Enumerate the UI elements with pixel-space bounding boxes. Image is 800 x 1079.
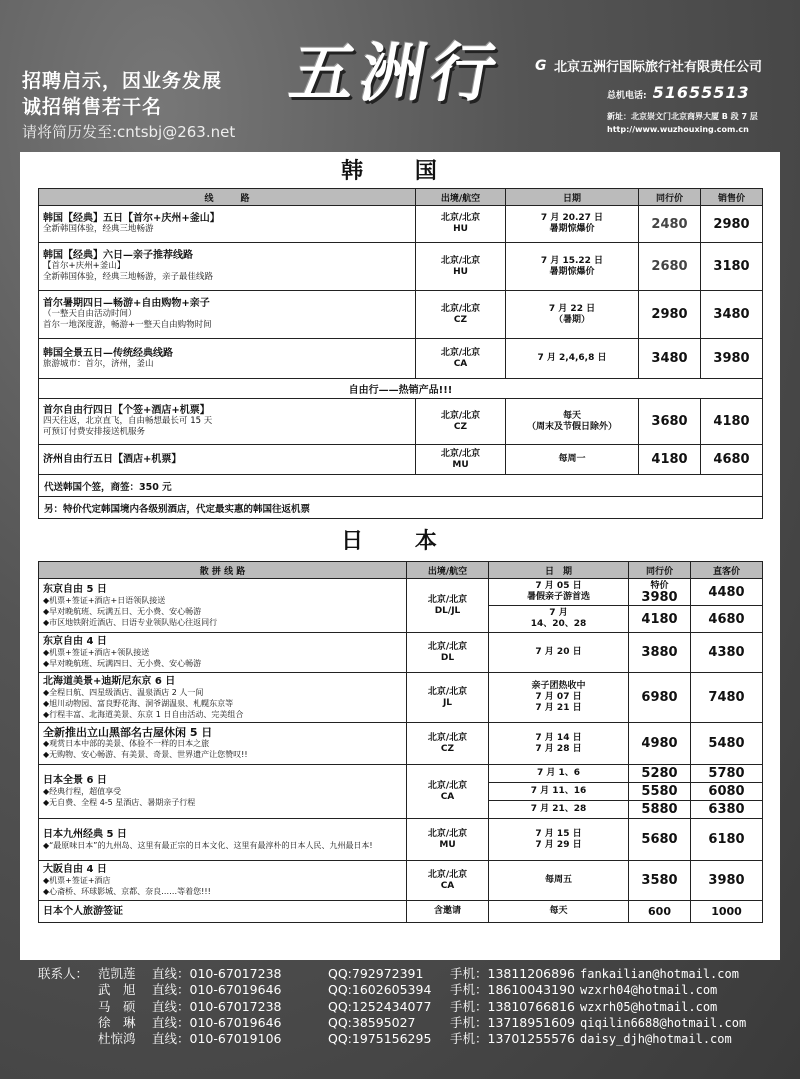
col-date: 日 期 <box>489 562 629 579</box>
recruit-notice <box>22 68 235 144</box>
contact-label: 联系人： <box>38 966 89 981</box>
contact-tel: 直线：010-67017238 <box>152 966 282 981</box>
sale-price: 2980 <box>701 206 763 243</box>
date: 7 月 15.22 日 <box>540 255 604 266</box>
col-airline: 出境/航空 <box>407 562 489 579</box>
contact-mobile: 手机：13718951609 <box>450 1014 575 1030</box>
route-desc: 首尔一地深度游，畅游+一整天自由购物时间 <box>43 320 212 330</box>
route-title: 全新推出立山黑部名古屋休闲 5 日 <box>43 726 213 739</box>
route-bullet: ◆无购物、安心畅游、有美景、奇景、世界遗产让您赞叹!! <box>43 750 248 759</box>
date-note: 亲子团热收中 <box>531 681 586 691</box>
table-row <box>39 339 763 379</box>
direct-price: 3980 <box>691 861 763 901</box>
route-title: 韩国【经典】五日【首尔+庆州+釜山】 <box>43 213 220 224</box>
contact-row <box>38 1031 746 1047</box>
japan-section-title: 日 本 <box>341 529 459 554</box>
route-title: 济州自由行五日【酒店+机票】 <box>43 454 182 465</box>
date: 7 月 07 日 <box>535 692 582 702</box>
table-row <box>39 291 763 339</box>
address-line: 新址：北京崇文门北京商界大厦 B 段 7 层 <box>607 112 758 121</box>
airline-code: CZ <box>453 421 468 432</box>
route-title: 日本个人旅游签证 <box>43 906 123 917</box>
table-row <box>39 723 763 765</box>
date: 每周五 <box>489 861 629 901</box>
recruit-line-1: 招聘启示，因业务发展 <box>22 70 223 92</box>
contact-tel: 直线：010-67017238 <box>152 998 282 1014</box>
contact-mobile: 手机：13810766816 <box>450 998 575 1014</box>
direct-price: 4380 <box>691 633 763 673</box>
header <box>0 0 800 150</box>
agent-price: 5680 <box>629 819 691 861</box>
direct-price: 7480 <box>691 673 763 723</box>
contact-mobile: 手机：13811206896 <box>450 966 575 981</box>
agent-price: 4180 <box>639 445 701 475</box>
contact-name: 武 旭 <box>98 982 136 998</box>
agent-price: 2980 <box>639 291 701 339</box>
route-bullet: ◆早对晚航班、玩满五日、无小费、安心畅游 <box>43 606 202 616</box>
direct-price: 1000 <box>691 901 763 923</box>
agent-price: 3680 <box>639 399 701 445</box>
agent-price: 3580 <box>629 861 691 901</box>
col-airline: 出境/航空 <box>416 189 506 206</box>
contact-qq: QQ:1975156295 <box>328 1031 432 1047</box>
direct-price: 6380 <box>691 801 763 819</box>
recruit-line-2: 诚招销售若干名 <box>22 96 163 118</box>
col-agent-price: 同行价 <box>639 189 701 206</box>
route-bullet: ◆观赏日本中部的美景、体验不一样的日本之旅 <box>43 739 210 748</box>
date: 7 月 20 日 <box>489 633 629 673</box>
contact-name: 杜惊鸿 <box>98 1031 136 1047</box>
airline-code: CA <box>440 791 455 802</box>
date: 每天 <box>562 410 581 421</box>
contact-email[interactable]: qiqilin6688@hotmail.com <box>580 1015 747 1030</box>
contact-row <box>38 1015 746 1031</box>
agent-price: 600 <box>629 901 691 923</box>
table-row <box>39 901 763 923</box>
date: 7 月 2,4,6,8 日 <box>537 353 607 363</box>
hotel-note: 另：特价代定韩国境内各级别酒店，代定最实惠的韩国往返机票 <box>39 497 763 519</box>
airline-code: HU <box>453 266 468 277</box>
route-desc: 全新韩国体验，经典三地畅游 <box>43 224 154 234</box>
contact-qq: QQ:792972391 <box>328 966 424 981</box>
direct-price: 4680 <box>691 606 763 633</box>
table-row <box>39 445 763 475</box>
route-title: 首尔自由行四日【个签+酒店+机票】 <box>43 405 210 416</box>
agent-price: 4180 <box>629 606 691 633</box>
date: 7 月 14 日 <box>535 732 582 743</box>
visa-invite: 含邀请 <box>407 901 489 923</box>
date: 7 月 20.27 日 <box>540 213 604 223</box>
sale-price: 3480 <box>701 291 763 339</box>
agent-price: 3480 <box>639 339 701 379</box>
table-row <box>39 579 763 606</box>
direct-price: 5480 <box>691 723 763 765</box>
airline-code: CZ <box>440 743 455 754</box>
col-direct-price: 直客价 <box>691 562 763 579</box>
direct-price: 4480 <box>691 579 763 606</box>
korea-table <box>38 188 763 519</box>
airline-city: 北京/北京 <box>440 347 481 358</box>
route-bullet: ◆早对晚航班、玩满四日、无小费、安心畅游 <box>43 659 202 668</box>
contact-name: 徐 琳 <box>98 1014 136 1030</box>
agent-price: 2680 <box>639 243 701 291</box>
airline-city: 北京/北京 <box>427 869 468 880</box>
date: 7 月 1、6 <box>489 765 629 783</box>
route-bullet: ◆全程日航、四星级酒店、温泉酒店 2 人一间 <box>43 687 204 697</box>
airline-city: 北京/北京 <box>440 255 481 266</box>
date-note: 14、20、28 <box>530 619 587 629</box>
company-name-text: 北京五洲行国际旅行社有限责任公司 <box>554 60 763 75</box>
route-title: 北海道美景+迪斯尼东京 6 日 <box>43 675 176 687</box>
airline-city: 北京/北京 <box>440 213 481 223</box>
contact-name: 马 硕 <box>98 998 136 1014</box>
route-desc: （一整天自由活动时间） <box>43 309 137 319</box>
date: 7 月 28 日 <box>535 743 582 754</box>
phone-number: 51655513 <box>652 83 750 102</box>
date: 每周一 <box>558 454 586 464</box>
recruit-email[interactable]: 请将简历发至:cntsbj@263.net <box>22 123 236 141</box>
route-title: 日本九州经典 5 日 <box>43 828 127 840</box>
date: 7 月 29 日 <box>535 839 582 850</box>
phone-label: 总机电话: <box>607 91 647 101</box>
route-title: 东京自由 5 日 <box>43 583 107 595</box>
date: 每天 <box>489 901 629 923</box>
route-desc: 全新韩国体验，经典三地畅游，亲子最佳线路 <box>43 272 214 282</box>
table-row <box>39 243 763 291</box>
agent-price: 5880 <box>629 801 691 819</box>
route-desc: 【首尔+庆州+釜山】 <box>43 261 126 271</box>
date: 7 月 22 日 <box>548 303 596 314</box>
table-row <box>39 819 763 861</box>
website-link[interactable]: http://www.wuzhouxing.com.cn <box>607 125 749 134</box>
airline-city: 北京/北京 <box>427 732 468 743</box>
route-bullet: ◆行程丰富、北海道美景、东京 1 日自由活动、完美组合 <box>43 709 244 719</box>
company-logo <box>284 22 532 132</box>
route-bullet: ◆市区地铁附近酒店、日语专业领队贴心往返同行 <box>43 617 218 627</box>
contact-tel: 直线：010-67019106 <box>152 1031 282 1047</box>
contact-list <box>38 966 746 1047</box>
agent-price: 2480 <box>639 206 701 243</box>
contact-qq: QQ:38595027 <box>328 1014 416 1030</box>
route-title: 大阪自由 4 日 <box>43 864 107 875</box>
special-price-label: 特价 <box>650 581 669 591</box>
route-bullet: ◆无自费、全程 4-5 星酒店、暑期亲子行程 <box>43 798 196 807</box>
contact-qq: QQ:1602605394 <box>328 982 432 998</box>
brand-g-icon: G <box>535 57 547 74</box>
date: 7 月 05 日 <box>535 581 582 591</box>
date: 7 月 11、16 <box>489 783 629 801</box>
contact-tel: 直线：010-67019646 <box>152 1014 282 1030</box>
visa-note: 代送韩国个签，商签：350 元 <box>39 475 763 497</box>
date-note: 暑期惊爆价 <box>549 266 595 277</box>
free-travel-banner: 自由行——热销产品!!! <box>39 379 763 399</box>
date: 7 月 15 日 <box>535 828 582 839</box>
airline-city: 北京/北京 <box>440 410 481 421</box>
airline-code: MU <box>439 839 456 850</box>
direct-price: 6180 <box>691 819 763 861</box>
airline-city: 北京/北京 <box>440 303 481 314</box>
agent-price: 6980 <box>629 673 691 723</box>
contact-mobile: 手机：18610043190 <box>450 982 575 998</box>
sale-price: 4680 <box>701 445 763 475</box>
contact-row <box>38 966 746 982</box>
table-row <box>39 765 763 783</box>
route-bullet: ◆心斋桥、环球影城、京都、奈良……等着您!!! <box>43 887 211 896</box>
airline-city: 北京/北京 <box>427 780 468 791</box>
col-sale-price: 销售价 <box>701 189 763 206</box>
airline-code: CA <box>440 880 455 891</box>
agent-price: 3980 <box>641 590 678 605</box>
route-desc: 可预订付费安排接送机服务 <box>43 427 146 437</box>
table-row <box>39 673 763 723</box>
korea-section-title: 韩 国 <box>341 159 459 184</box>
agent-price: 5580 <box>629 783 691 801</box>
date-note: （周末及节假日除外） <box>526 421 617 432</box>
airline-city: 北京/北京 <box>427 641 468 652</box>
airline-code: CA <box>453 358 468 369</box>
airline-code: DL <box>440 652 455 663</box>
route-title: 东京自由 4 日 <box>43 636 107 647</box>
company-info <box>535 56 797 136</box>
route-bullet: ◆旭川动物园、富良野花海、洞爷湖温泉、札幌东京等 <box>43 698 234 708</box>
airline-code: MU <box>452 459 469 470</box>
contact-mobile: 手机：13701255576 <box>450 1031 575 1047</box>
company-name <box>535 56 797 75</box>
logo-text: 五洲行 <box>284 36 508 111</box>
airline-code: CZ <box>453 314 468 325</box>
route-bullet: ◆经典行程，超值享受 <box>43 787 122 796</box>
col-agent-price: 同行价 <box>629 562 691 579</box>
table-row <box>39 633 763 673</box>
airline-city: 北京/北京 <box>440 448 481 459</box>
table-row <box>39 206 763 243</box>
direct-price: 6080 <box>691 783 763 801</box>
date: 7 月 <box>549 608 568 618</box>
airline-city: 北京/北京 <box>427 686 468 697</box>
date: 7 月 21、28 <box>489 801 629 819</box>
agent-price: 3880 <box>629 633 691 673</box>
sale-price: 3980 <box>701 339 763 379</box>
contact-row <box>38 982 746 998</box>
route-title: 首尔暑期四日—畅游+自由购物+亲子 <box>43 298 210 309</box>
contact-tel: 直线：010-67019646 <box>152 982 282 998</box>
content-panel <box>20 152 780 960</box>
route-bullet: ◆机票+签证+酒店+领队接送 <box>43 648 150 657</box>
date-note: 暑期惊爆价 <box>549 224 595 234</box>
japan-table <box>38 561 763 923</box>
airline-code: DL/JL <box>434 605 461 616</box>
airline-code: HU <box>453 224 468 234</box>
airline-city: 北京/北京 <box>427 594 468 605</box>
route-bullet: ◆机票+签证+酒店+日语领队接送 <box>43 595 166 605</box>
airline-city: 北京/北京 <box>427 828 468 839</box>
date: 7 月 21 日 <box>535 703 582 713</box>
contact-email[interactable]: wzxrh04@hotmail.com <box>580 983 718 998</box>
sale-price: 3180 <box>701 243 763 291</box>
route-desc: 四天往返，北京直飞，自由畅想最长可 15 天 <box>43 416 213 426</box>
contact-row <box>38 999 746 1015</box>
date-note: （暑期） <box>553 314 590 325</box>
route-bullet: ◆“最原味日本”的九州岛、这里有最正宗的日本文化、这里有最淳朴的日本人民、九州最日本! <box>43 840 373 850</box>
airline-code: JL <box>442 697 453 708</box>
address <box>607 110 797 136</box>
contact-qq: QQ:1252434077 <box>328 998 432 1014</box>
route-title: 韩国【经典】六日—亲子推荐线路 <box>43 250 193 261</box>
route-bullet: ◆机票+签证+酒店 <box>43 876 111 885</box>
main-phone <box>607 83 797 102</box>
route-desc: 旅游城市：首尔，济州，釜山 <box>43 358 154 369</box>
col-date: 日期 <box>506 189 639 206</box>
table-row <box>39 399 763 445</box>
agent-price: 5280 <box>629 765 691 783</box>
route-title: 日本全景 6 日 <box>43 775 107 786</box>
direct-price: 5780 <box>691 765 763 783</box>
col-route: 散 拼 线 路 <box>39 562 407 579</box>
col-route: 线 路 <box>39 189 416 206</box>
sale-price: 4180 <box>701 399 763 445</box>
agent-price: 4980 <box>629 723 691 765</box>
date-note: 暑假亲子游首选 <box>526 592 590 602</box>
table-row <box>39 861 763 901</box>
route-title: 韩国全景五日—传统经典线路 <box>43 347 173 359</box>
contact-email[interactable]: wzxrh05@hotmail.com <box>580 999 718 1014</box>
contact-email[interactable]: daisy_djh@hotmail.com <box>580 1032 732 1047</box>
contact-email[interactable]: fankailian@hotmail.com <box>580 967 739 981</box>
contact-name: 范凯莲 <box>98 966 136 981</box>
